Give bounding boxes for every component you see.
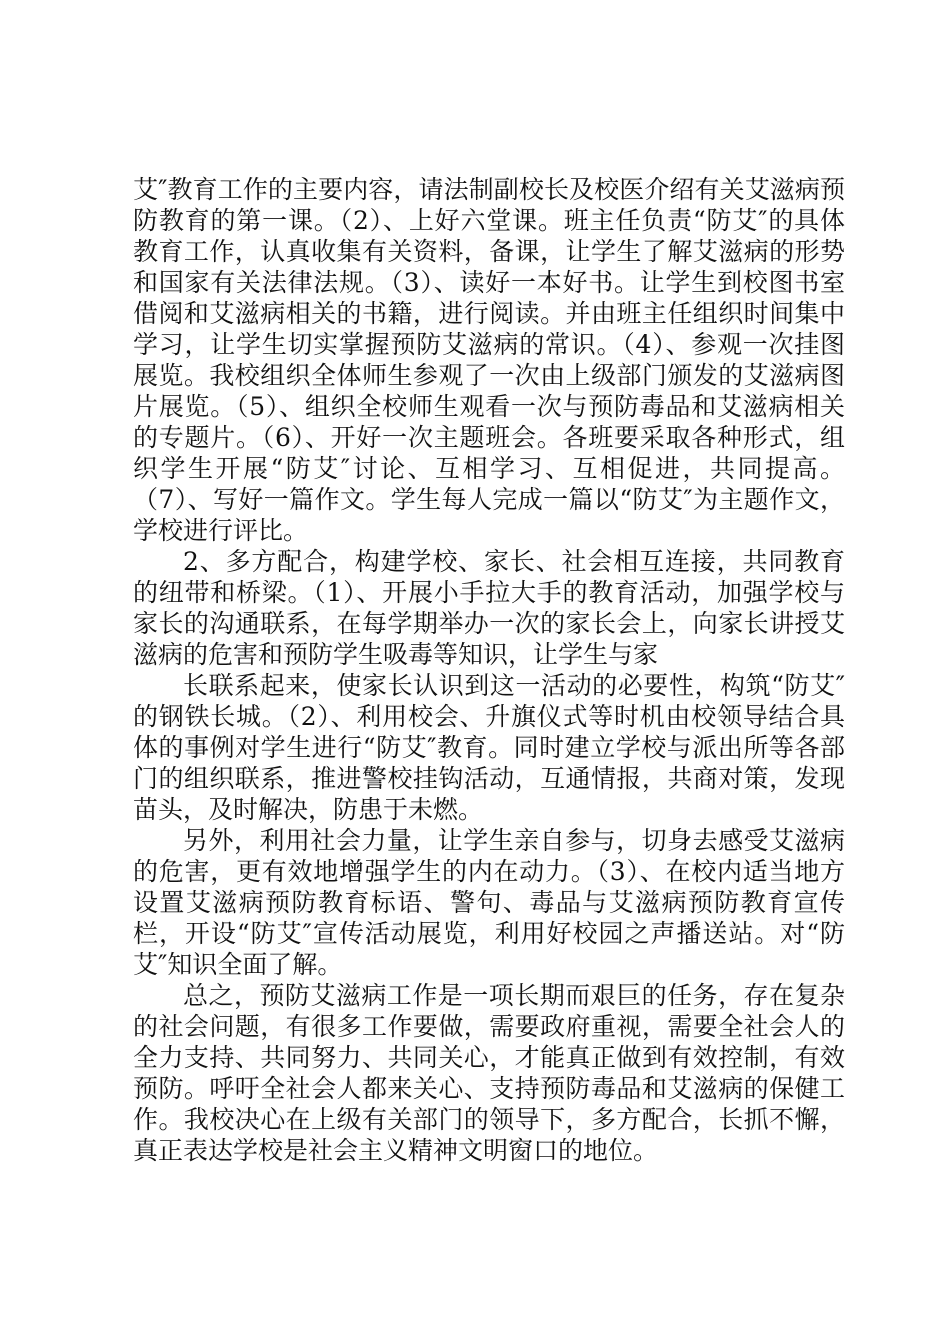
document-body — [133, 174, 845, 1166]
paragraph-conclusion: 总之，预防艾滋病工作是一项长期而艰巨的任务，存在复杂的社会问题，有很多工作要做，需要政府重视，需要全社会人的全力支持、共同努力、共同关心，才能真正做到有效控制，有效预防。呼吁全社会人都来关心、支持预防毒品和艾滋病的保健工作。我校决心在上级有关部门的领导下，多方配合，长抓不懈，真正表达学校是社会主义精神文明窗口的地位。 — [133, 981, 845, 1165]
paragraph-social-force: 另外，利用社会力量，让学生亲自参与，切身去感受艾滋病的危害，更有效地增强学生的内在动力。（3）、在校内适当地方设置艾滋病预防教育标语、警句、毒品与艾滋病预防教育宣传栏，开设“防艾″宣传活动展览，利用好校园之声播送站。对“防艾″知识全面了解。 — [133, 826, 845, 979]
paragraph-cooperation: 2、多方配合，构建学校、家长、社会相互连接，共同教育的纽带和桥梁。（1）、开展小手拉大手的教育活动，加强学校与家长的沟通联系，在每学期举办一次的家长会上，向家长讲授艾滋病的危害和预防学生吸毒等知识，让学生与家 — [133, 547, 845, 669]
paragraph-continued: 艾″教育工作的主要内容，请法制副校长及校医介绍有关艾滋病预防教育的第一课。（2）、上好六堂课。班主任负责“防艾″的具体教育工作，认真收集有关资料，备课，让学生了解艾滋病的形势和国家有关法律法规。（3）、读好一本好书。让学生到校图书室借阅和艾滋病相关的书籍，进行阅读。并由班主任组织时间集中学习，让学生切实掌握预防艾滋病的常识。（4）、参观一次挂图展览。我校组织全体师生参观了一次由上级部门颁发的艾滋病图片展览。（5）、组织全校师生观看一次与预防毒品和艾滋病相关的专题片。（6）、开好一次主题班会。各班要采取各种形式，组织学生开展“防艾″讨论、互相学习、互相促进，共同提高。（7）、写好一篇作文。学生每人完成一篇以“防艾″为主题作文，学校进行评比。 — [133, 175, 845, 545]
paragraph-family-link: 长联系起来，使家长认识到这一活动的必要性，构筑“防艾″的钢铁长城。（2）、利用校会、升旗仪式等时机由校领导结合具体的事例对学生进行“防艾″教育。同时建立学校与派出所等各部门的组织联系，推进警校挂钩活动，互通情报，共商对策，发现苗头，及时解决，防患于未燃。 — [133, 671, 845, 824]
